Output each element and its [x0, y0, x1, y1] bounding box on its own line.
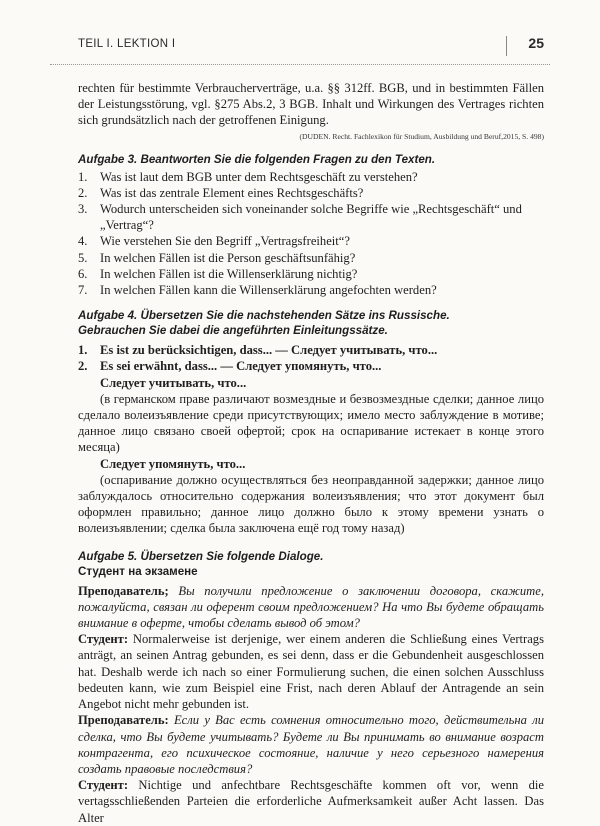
- question-text: Was ist das zentrale Element eines Rechtsgeschäfts?: [100, 185, 364, 200]
- question-number: 7.: [78, 283, 88, 298]
- question-text: Wie verstehen Sie den Begriff „Vertragsfreiheit“?: [100, 234, 350, 249]
- header-divider: [506, 36, 507, 56]
- list-item: [78, 169, 544, 185]
- task4-subtitle: Gebrauchen Sie dabei die angeführten Einleitungssätze.: [78, 324, 388, 338]
- source-citation: (DUDEN. Recht. Fachlexikon für Studium, Ausbildung und Beruf,2015, S. 498): [299, 131, 544, 141]
- list-item: [78, 201, 544, 233]
- question-number: 6.: [78, 266, 88, 281]
- list-item: [78, 233, 544, 249]
- dialogue-line: [78, 712, 544, 777]
- speaker: Преподаватель:: [78, 713, 169, 728]
- task4-phrases: [78, 342, 544, 374]
- phrase-text: Es ist zu berücksichtigen, dass... — Следует учитывать, что...: [100, 343, 438, 358]
- dialogue-text: Вы получили предложение о заключении договора, скажите, пожалуйста, связан ли оферент своим предложением? На что Вы будете обращать внимание в оферте, чтобы сделать вывод об этом?: [78, 583, 544, 631]
- dialogue-line: [78, 631, 544, 712]
- dialogue-line: [78, 777, 544, 826]
- task3-questions: [78, 169, 544, 299]
- header-rule: [50, 64, 550, 65]
- block1-heading: Следует учитывать, что...: [100, 375, 247, 390]
- intro-paragraph: rechten für bestimmte Verbraucherverträge, u.a. §§ 312ff. BGB, und in bestimmten Fällen der Leistungsstörung, vgl. §275 Abs.2, 3 BGB. Inhalt und Wirkungen des Vertrages richten sich grundsätzlich nach der getroffenen Einigung.: [78, 81, 544, 128]
- task3-title: Aufgabe 3. Beantworten Sie die folgenden Fragen zu den Texten.: [78, 152, 436, 166]
- block2-text: (оспаривание должно осуществляться без неоправданной задержки; данное лицо заблуждалось относительно содержания волеизъявления; что этот документ был оформлен правильно; данное лицо должно было к этому времени узнать о волеизъявлении; сделка была заключена ещё год тому назад): [78, 472, 544, 536]
- question-text: In welchen Fällen ist die Willenserklärung nichtig?: [100, 266, 358, 281]
- question-text: In welchen Fällen ist die Person geschäftsunfähig?: [100, 250, 356, 265]
- task5-subtitle: Студент на экзамене: [78, 564, 198, 578]
- phrase-number: 2.: [78, 359, 88, 374]
- speaker: Преподаватель;: [78, 583, 169, 598]
- list-item: [78, 342, 544, 358]
- section-title: TEIL I. LEKTION I: [78, 38, 176, 50]
- speaker: Студент:: [78, 632, 129, 647]
- question-text: In welchen Fällen kann die Willenserklärung angefochten werden?: [100, 283, 437, 298]
- phrase-text: Es sei erwähnt, dass... — Следует упомянуть, что...: [100, 359, 382, 374]
- question-number: 2.: [78, 185, 88, 200]
- phrase-number: 1.: [78, 343, 88, 358]
- list-item: [78, 250, 544, 266]
- page-body: [78, 80, 544, 826]
- question-text: Wodurch unterscheiden sich voneinander solche Begriffe wie „Rechtsgeschäft“ und „Vertrag“?: [100, 202, 522, 233]
- block1-text: (в германском праве различают возмездные и безвозмездные сделки; данное лицо сделало волеизъявление среди присутствующих; имело место заблуждение в мотиве; данное лицо связано своей офертой; срок на оспаривание истекает в конце этого месяца): [78, 391, 544, 455]
- task5-title: Aufgabe 5. Übersetzen Sie folgende Dialoge.: [78, 549, 324, 563]
- question-number: 4.: [78, 234, 88, 249]
- question-number: 1.: [78, 169, 88, 184]
- page-header: [78, 35, 544, 58]
- list-item: [78, 185, 544, 201]
- dialogue-text: Nichtige und anfechtbare Rechtsgeschäfte kommen oft vor, wenn die vertagsschließenden Parteien die erforderliche Aufmerksamkeit außer Acht lassen. Das Alter: [78, 778, 544, 825]
- list-item: [78, 266, 544, 282]
- list-item: [78, 358, 544, 374]
- dialogue-text: Если у Вас есть сомнения относительно того, действительна ли сделка, что Вы будете учитывать? Будете ли Вы принимать во внимание возраст контрагента, его психическое состояние, наличие у него серьезного намерения создать правовые последствия?: [78, 713, 544, 776]
- list-item: [78, 282, 544, 298]
- block2-heading: Следует упомянуть, что...: [100, 456, 246, 471]
- speaker: Студент:: [78, 778, 129, 793]
- question-number: 5.: [78, 250, 88, 265]
- dialogue-line: [78, 583, 544, 632]
- question-number: 3.: [78, 202, 88, 217]
- dialogue-text: Normalerweise ist derjenige, wer einem anderen die Schließung eines Vertrags anträgt, an seinen Antrag gebunden, es sei denn, dass er die Gebundenheit ausgeschlossen hat. Deshalb werde ich nach so einer Formulierung suchen, die einen solchen Ausschluss bedeuten kann, wie zum Beispiel eine Frist, nach deren Ablauf der Antragende an sein Angebot nicht mehr gebunden ist.: [78, 632, 544, 712]
- task4-title: Aufgabe 4. Übersetzen Sie die nachstehenden Sätze ins Russische.: [78, 309, 450, 323]
- question-text: Was ist laut dem BGB unter dem Rechtsgeschäft zu verstehen?: [100, 169, 418, 184]
- page-number: 25: [528, 35, 544, 51]
